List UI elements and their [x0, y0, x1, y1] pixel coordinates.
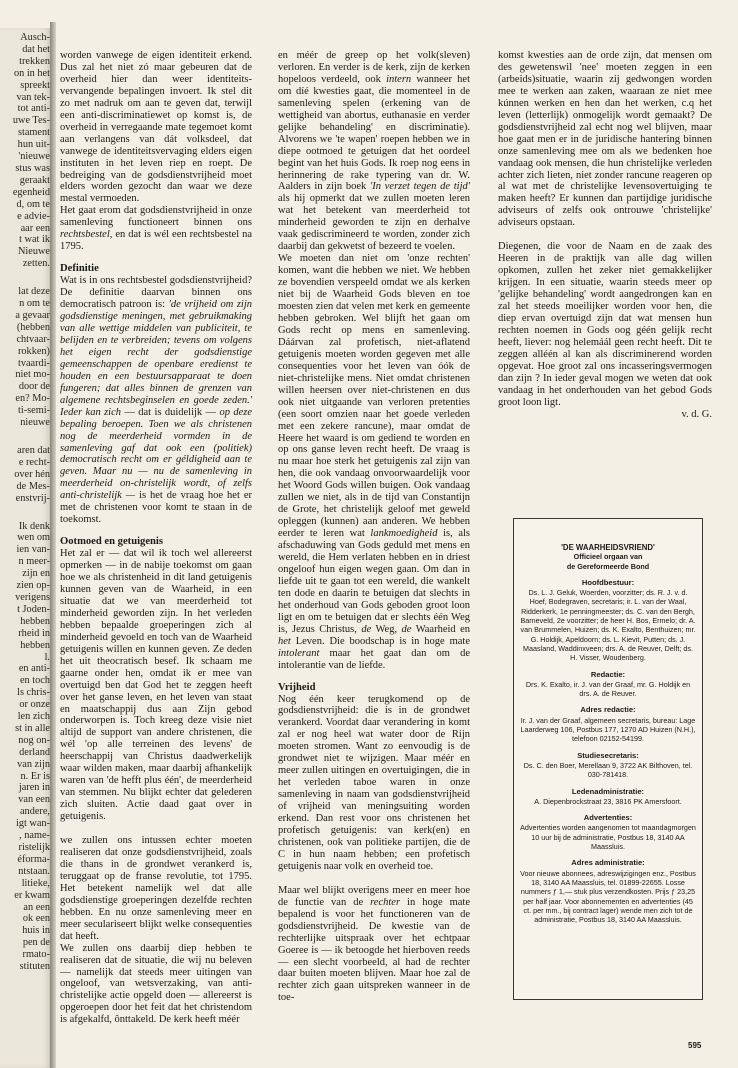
colophon-subtitle: de Gereformeerde Bond — [566, 561, 650, 571]
paragraph: Maar wel blijkt overigens meer en meer hoe de functie van de rechter in hoge mate bepalend is voor het functioneren van de godsdienstvrijheid. De kwestie van de rechterlijke uitspraak over het echtpaar Goeree is — ik betoogde het hierboven reeds — een slecht voorbeeld, al had de rechter daar buiten moeten blijven. Maar hoe zal de rechter zich gaan uitspreken wanneer in de toe- — [278, 884, 471, 1004]
text-column-1 — [60, 50, 252, 1026]
colophon-heading: Ledenadministratie: — [571, 786, 645, 796]
colophon-text: Advertenties worden aangenomen tot maandagmorgen 10 uur bij de administratie, Postbus 18, 3140 AA Maassluis. — [520, 823, 696, 852]
author-signature: v. d. G. — [681, 408, 712, 420]
colophon-heading: Hoofdbestuur: — [581, 577, 635, 587]
section-heading-definitie: Definitie — [60, 263, 99, 275]
paragraph: Diegenen, die voor de Naam en de zaak des Heeren in de praktijk van alle dag willen opkomen, zullen het zeker niet gemakkelijker krijgen. In een situatie, waarin steeds meer op 'gelijke behandeling' wordt aangedrongen kan en zal het steeds moeilijker worden voor hen, die diep ervan overtuigd zijn dat wat mensen hun rechten noemen in Gods oog géén gelijk recht heeft, liever: nog helemáál geen recht heeft. Dit te zeggen alléén al kan als discriminerend worden opgevat. Hoe groot zal ons incasseringsvermogen dan zijn ? In ieder geval mogen we weten dat ook vandaag in het onderhouden van het gebod Gods groot loon ligt. — [498, 241, 712, 408]
colophon-title: 'DE WAARHEIDSVRIEND' — [561, 543, 655, 552]
colophon-heading: Adres administratie: — [571, 858, 645, 868]
paragraph: we zullen ons intussen echter moeten realiseren dat onze godsdienstvrijheid, zoals die thans in de grondwet verankerd is, teruggaat op de franse revolutie, tot 1795. Het betekent namelijk wel dat alle godsdienstige groeperingen dezelfde rechten hebben. En nu onze samenleving meer en meer seculariseert blijkt welke consequenties dat heeft. — [60, 835, 252, 942]
left-strip-fragment-2: lat deze n om te a gevaar (hebben chtvaar- rokken) tvaardi- niet mo- door de en? Mo- ti-semi- nieuwe — [15, 286, 50, 429]
text-column-2 — [278, 50, 470, 1004]
colophon-text: Ds. L. J. Geluk, Woerden, voorzitter; ds. R. J. v. d. Hoef, Bodegraven, secretaris; ir. L. van der Waal, Ridderkerk, 1e penningmeester; ds. C. van den Bergh, Barneveld, 2e voorzitter; de heer H. Bos, Ermelo; dr. A. van Brummelen, Huizen; ds. K. Exalto, Benthuizen; mr. G. Holdijk, Apeldoorn; ds. L. Kievit, Putten; ds. J. Maasland, Waddinxveen; drs. A. de Reuver, Delft; ds. H. Visser, Woudenberg. — [520, 588, 696, 663]
previous-page-edge — [0, 28, 52, 1068]
page-fold-shadow — [50, 22, 56, 1068]
colophon-text: Voor nieuwe abonnees, adreswijzigingen enz., Postbus 18, 3140 AA Maassluis, tel. 01899-22655. Losse nummers ƒ 1,— stuk plus verzendkosten. Prijs ƒ 23,25 per half jaar. Voor abonnementen en advertenties (45 ct. per mm., bij contract lager) wende men zich tot de administratie, Postbus 18, 3140 AA Maassluis. — [520, 868, 696, 925]
paragraph: Nog één keer terugkomend op de godsdienstvrijheid: die is in de grondwet verankerd. Voordat daar verandering in komt zal er nog heel wat water door de Rijn moeten stromen. Want zo eenvoudig is de grondwet niet te wijzigen. Maar méér en meer zullen uitingen en overtuigingen, die in het verleden taboe waren in onze samenleving in naam van godsdienstvrijheid of vrijheid van meningsuiting worden erkend. Dan rest voor ons christenen het profetisch getuigenis: van kerk(en) en christenen, ook van politieke partijen, die de C in hun naam hebben; een profetisch getuigenis naar volk en overheid toe. — [278, 693, 470, 872]
text-column-3 — [498, 50, 712, 421]
colophon-heading: Advertenties: — [583, 813, 633, 823]
colophon-heading: Redactie: — [590, 669, 626, 679]
paragraph: komst kwesties aan de orde zijn, dat mensen om des gewetenswil 'nee' moeten zeggen in een (arbeids)situatie, waarin zij gedwongen worden mee te werken aan zaken, waaraan ze niet mee kúnnen werken en hen dan het werken, c.q het leven (letterlijk) onmogelijk wordt gemaakt? De godsdienstvrijheid zal echt nog wel blijven, maar hoe gaat men er in de juridische hantering binnen onze samenleving mee om als we bedenken hoe vandaag ook mensen, die hun christelijke verleden achter zich lieten, niet zonder rancune reageren op al wat met de christelijke levensovertuiging te maken heeft? Er kunnen dan partijdige juridische adviseurs of zelfs ook ontrouwe 'christelijke' adviseurs opstaan. — [498, 50, 712, 229]
paragraph: Wat is in ons rechtsbestel godsdienstvrijheid? De definitie daarvan binnen ons democratisch patroon is: 'de vrijheid om zijn godsdienstige meningen, met gebruikmaking van alle wettige middelen van publiciteit, te belijden en te verbreiden; tevens om volgens het eigen recht der godsdienstige gemeenschappen de openbare eredienst te houden en een bestuursapparaat te doen fungeren; dat alles binnen de grenzen van algemene rechtsbeginselen en goede zeden.' Ieder kan zich — dat is duidelijk — op deze bepaling beroepen. Toen we als christenen nog de meerderheid vormden in de samenleving gaf dat ook een (politiek) democratisch recht om er géldigheid aan te geven. Maar nu — nu de samenleving in meerderheid on-christelijk wordt, of zelfs anti-christelijk — is het de vraag hoe het er met de christenen voor komt te staan in de toekomst. — [60, 275, 252, 526]
section-heading-ootmoed: Ootmoed en getuigenis — [60, 536, 163, 548]
colophon-box — [513, 518, 703, 1000]
section-heading-vrijheid: Vrijheid — [278, 681, 316, 693]
paragraph: Het gaat erom dat godsdienstvrijheid in onze samenleving functioneert binnen ons rechtsbestel, en dat is wél een rechtsbestel na 1795. — [60, 205, 252, 253]
colophon-heading: Studiesecretaris: — [577, 750, 639, 760]
paragraph: We zullen ons daarbij diep hebben te realiseren dat de situatie, die wij nu beleven — namelijk dat steeds meer uitingen van ongeloof, van wetsverzaking, van anti-christelijke actie opgeld doen — allereerst is opgeroepen door het feit dat het christendom is afgekalfd, ônttakeld. De kerk heeft méér — [60, 942, 252, 1026]
paragraph: We moeten dan niet om 'onze rechten' komen, want die hebben we niet. We hebben ze bovendien verspeeld omdat we als kerken niet bij de Waarheid Gods bleven en toe moesten zien dat velen met kerk en gemeente hebben gebroken. Wel blijft het gaan om Gods recht op mens en samenleving. Dáárvan zal profetisch, niet-aflatend getuigenis moeten worden gegeven met alle consequenties voor het leven van óók de niet-christelijke mens. Niet omdat christenen willen heersen over niet-christenen en dus ook niet uitgaande van verloren pretenties (een soort omzien naar het goede verleden met een zekere rancune), maar omdat de Heere het waard is om gediend te worden en op ons ganse leven recht heeft. De vraag is nu maar hoe sterk het getuigenis zal zijn van hen, die ook vandaag onvoorwaardelijk voor het Woord Gods willen buigen. Ook vandaag zullen we niet, als in de tijd van Constantijn de Grote, het christelijk geloof met geweld opleggen (kunnen) aan anderen. We hebben eerder te leren wat lankmoedigheid is, als afschaduwing van Gods geduld met mens en wereld, die Hem verlaten hebben en in driest ongeloof hun eigen wegen gaan. Om dan in liefde uit te gaan tot een wereld, die wankelt ten dode en daarin te betuigen dat slechts in het onderhoud van Gods geboden groot loon ligt en om te betuigen dat er slechts één Weg is, Jezus Christus, de Weg, de Waarheid en het Leven. Die boodschap is in hoge mate intolerant maar het gaat dan om de intolerantie van de liefde. — [278, 253, 471, 671]
colophon-subtitle: Officieel orgaan van — [573, 552, 643, 562]
colophon-text: Ds. C. den Boer, Merellaan 9, 3722 AK Bilthoven, tel. 030-781418. — [523, 760, 693, 780]
colophon-text: A. Diepenbrockstraat 23, 3816 PK Amersfoort. — [534, 796, 682, 806]
colophon-text: Drs. K. Exalto, ir. J. van der Graaf, mr. G. Holdijk en drs. A. de Reuver. — [525, 679, 691, 699]
left-strip-fragment-4: Ik denk wen om ien van- n meer- zijn en zien op- verigens t Joden- hebben rheid in hebben l. en anti- en toch ls chris- or onze len zich st in alle nog on- derland van zijn n. Er is jaren in van een andere, igt wan- , name- ristelijk éforma- ntstaan. litieke, er kwam an een ok een huis in pen de rmato- stituten — [14, 520, 50, 973]
left-strip-fragment-1: Ausch- dat het trekken on in het spreekt van tek- tot anti- uwe Tes- stament hun uit- 'nieuwe stus was geraakt egenheid d, om te e advie- aar een t wat ik Nieuwe zetten. — [12, 32, 50, 270]
paragraph: worden vanwege de eigen identiteit erkend. Dus zal het niet zó maar gebeuren dat de overheid hier dan weer identiteits- vervangende bepalingen invoert. Ik stel dit zo met nadruk om aan te geven dat, terwijl een anti-discriminatiewet op komst is, de overheid in verregaande mate tegemoet komt aan verlangens van dát volksdeel, dat vanwege de identiteitsvervaging elders eigen instituten in het leven riep en roept. De bedreiging van de godsdienstvrijheid moet elders worden gezocht dan waar we deze mestal vermoeden. — [60, 50, 252, 205]
page-number: 595 — [688, 1041, 702, 1050]
colophon-heading: Adres redactie: — [580, 705, 636, 715]
left-strip-fragment-3: aren dat e recht- over hén de Mes- enstvrij- — [14, 445, 50, 504]
colophon-text: Ir. J. van der Graaf, algemeen secretaris, bureau: Lage Laarderweg 106, Postbus 177, 1270 AD Huizen (N.H.), telefoon 02152-54199. — [520, 715, 696, 744]
paragraph: Het zal er — dat wil ik toch wel allereerst opmerken — in de nabije toekomst om gaan hoe we als christenheid in dit land getuigenis kunnen geven van de Waarheid, in een situatie dat we van meerderheid tot minderheid geworden zijn. In het verleden hebben bepaalde groeperingen zich al minderheid gevoeld en toch van de Waarheid getuigenis willen en kunnen geven. Ze deden het uit theocratisch besef. Ik schaam me gaarne onder hen, omdat ik er mee van overtuigd ben dat God het te zeggen heeft over het ganse leven, en het leven van staat en maatschappij dus aan Zijn gebod onderworpen is. Toch kreeg deze visie niet altijd de support van andere christenen, die wél 'op alle terreinen des levens' de heerschappij van Christus daadwerkelijk waar wilden maken, maar daarbij afhankelijk waren van 'de hefft plus één', de meerderheid van stemmen. Nu blijkt echter dat gelederen zich sluiten. Actie daad gaat over in getuigenis. — [60, 548, 252, 823]
paragraph: en méér de greep op het volk(sleven) verloren. En verder is de kerk, zijn de kerken hopeloos verdeeld, ook intern wanneer het om díé kwesties gaat, die momenteel in de samenleving spelen (erkening van de wettigheid van abortus, euthanasie en verder gelijke behandeling' en discriminatie). Alvorens we 'te wapen' roepen hebben we in diepe ootmoed te getuigen dat het oordeel begint van het huis Gods. Ik roep nog eens in herinnering de rake typering van dr. W. Aalders in zijn boek 'In verzet tegen de tijd' als hij opmerkt dat we zullen moeten leren wat het betekent van meerderheid tot minderheid geworden te zijn en derhalve vaak gediscrimineerd te worden, zonder zich daarbij dan gekwetst of bezeerd te voelen. — [278, 50, 471, 253]
